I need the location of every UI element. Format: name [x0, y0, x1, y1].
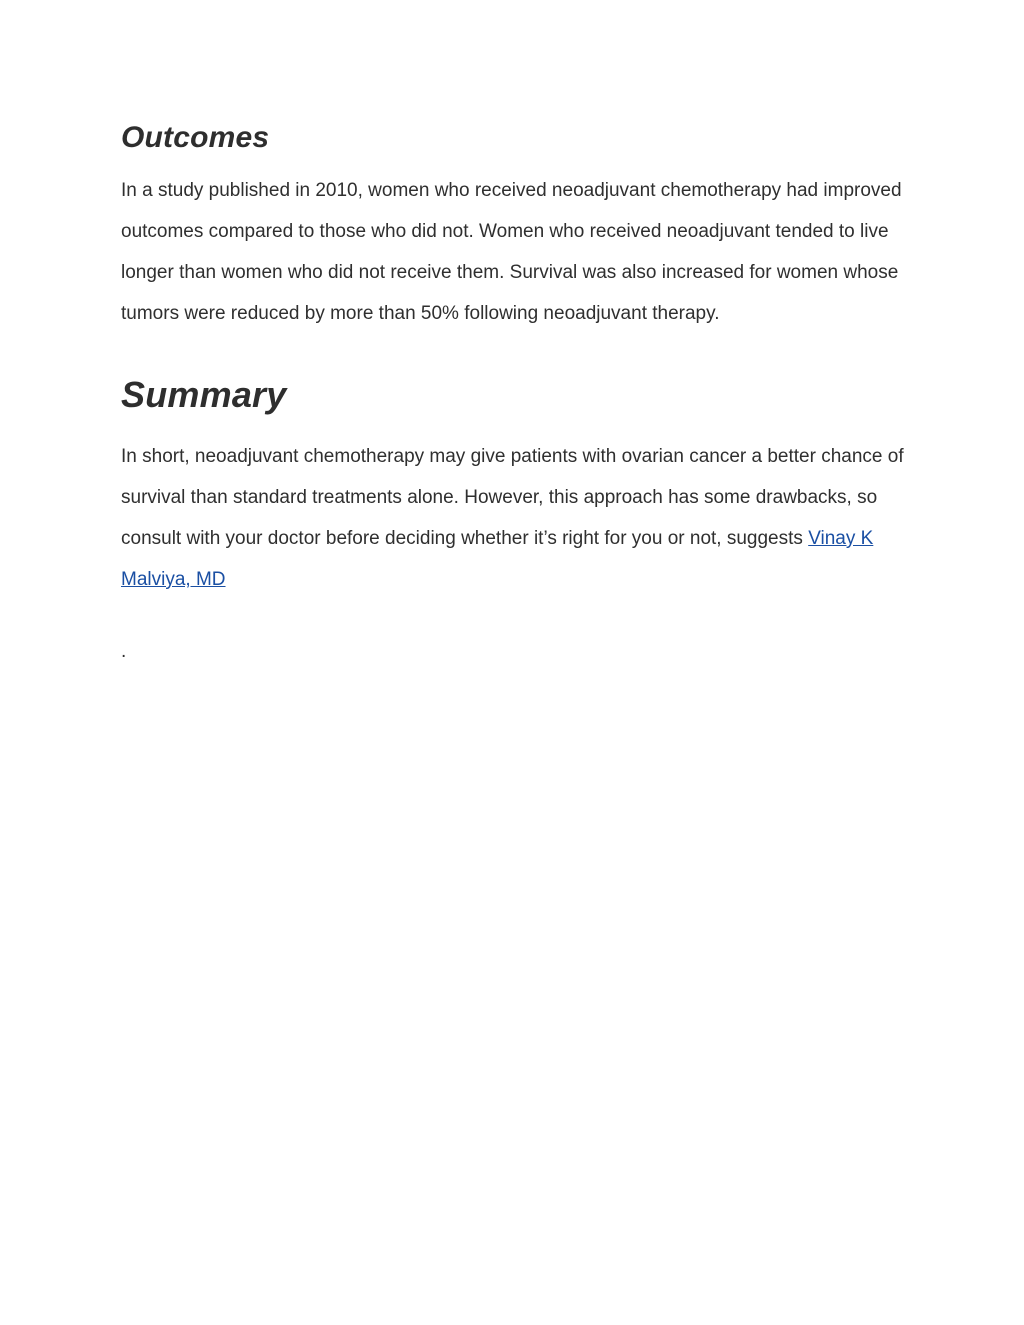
summary-paragraph-text: In short, neoadjuvant chemotherapy may give patients with ovarian cancer a better chance of survival than standard treatments alone. However, this approach has some drawbacks, so consult with your doctor before deciding whether it’s right for you or not, suggests	[121, 446, 904, 549]
outcomes-heading: Outcomes	[121, 121, 270, 154]
summary-paragraph	[121, 436, 911, 600]
summary-heading: Summary	[121, 374, 287, 415]
trailing-period: .	[121, 641, 127, 662]
outcomes-paragraph: In a study published in 2010, women who received neoadjuvant chemotherapy had improved outcomes compared to those who did not. Women who received neoadjuvant tended to live longer than women who did not receive them. Survival was also increased for women whose tumors were reduced by more than 50% following neoadjuvant therapy.	[121, 180, 902, 324]
author-link[interactable]: Vinay K Malviya, MD	[121, 528, 874, 590]
